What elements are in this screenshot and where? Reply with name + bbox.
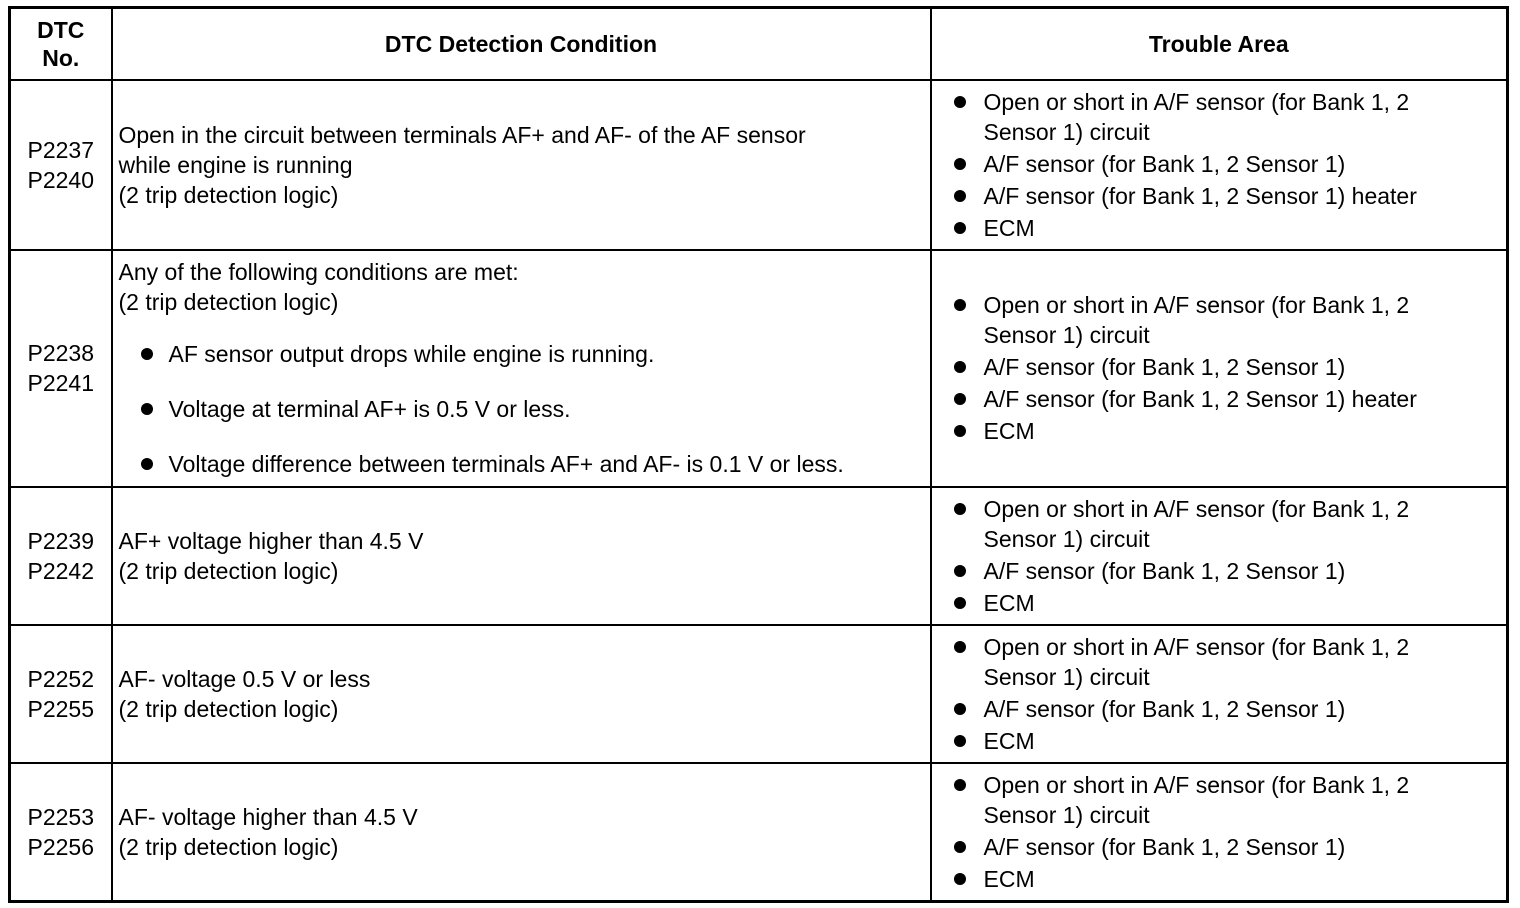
table-row	[10, 763, 1508, 902]
dtc-code: P2256	[27, 833, 94, 860]
trouble-text: A/F sensor (for Bank 1, 2 Sensor 1) heater	[983, 182, 1417, 209]
bullet-icon	[954, 158, 966, 170]
condition-line: (2 trip detection logic)	[118, 181, 339, 208]
trouble-text: Open or short in A/F sensor (for Bank 1, 2	[983, 88, 1410, 115]
trouble-item	[938, 632, 1501, 692]
condition-cell	[112, 250, 931, 487]
header-detection-condition: DTC Detection Condition	[112, 8, 931, 80]
trouble-item	[938, 87, 1501, 147]
condition-cell	[112, 80, 931, 250]
condition-bullet	[119, 394, 924, 424]
trouble-cell	[931, 487, 1508, 625]
dtc-code: P2239	[27, 527, 94, 554]
condition-cell	[112, 763, 931, 902]
bullet-icon	[954, 299, 966, 311]
dtc-cell	[10, 487, 112, 625]
bullet-icon	[954, 641, 966, 653]
bullet-icon	[954, 703, 966, 715]
trouble-item	[938, 588, 1501, 618]
condition-line: AF- voltage higher than 4.5 V	[118, 803, 418, 830]
trouble-text: ECM	[983, 214, 1035, 241]
condition-bullet	[119, 449, 924, 479]
trouble-text: A/F sensor (for Bank 1, 2 Sensor 1)	[983, 150, 1346, 177]
trouble-text: Open or short in A/F sensor (for Bank 1, 2	[983, 771, 1410, 798]
dtc-code: P2238	[27, 340, 94, 366]
bullet-icon	[954, 779, 966, 791]
trouble-cell	[931, 80, 1508, 250]
dtc-code: P2252	[27, 665, 94, 692]
trouble-item	[938, 213, 1501, 243]
table-row	[10, 625, 1508, 763]
header-trouble-area: Trouble Area	[931, 8, 1508, 80]
bullet-icon	[141, 403, 153, 415]
trouble-text: Open or short in A/F sensor (for Bank 1, 2	[983, 633, 1410, 660]
table-row	[10, 80, 1508, 250]
trouble-cell	[931, 250, 1508, 487]
trouble-item	[938, 694, 1501, 724]
bullet-icon	[141, 348, 153, 360]
trouble-text: A/F sensor (for Bank 1, 2 Sensor 1)	[983, 695, 1346, 722]
table-row	[10, 487, 1508, 625]
trouble-item	[938, 149, 1501, 179]
bullet-icon	[954, 190, 966, 202]
trouble-item	[938, 770, 1501, 830]
condition-line: (2 trip detection logic)	[118, 833, 339, 860]
trouble-item	[938, 290, 1501, 350]
table-row	[10, 250, 1508, 487]
trouble-item	[938, 832, 1501, 862]
dtc-table	[8, 6, 1509, 903]
trouble-text: ECM	[983, 589, 1035, 616]
trouble-text: Sensor 1) circuit	[983, 322, 1150, 348]
trouble-item	[938, 864, 1501, 894]
header-dtc-no	[10, 8, 112, 80]
condition-line: while engine is running	[118, 151, 353, 178]
table-header-row	[10, 8, 1508, 80]
bullet-icon	[954, 565, 966, 577]
condition-cell	[112, 625, 931, 763]
condition-line: (2 trip detection logic)	[118, 695, 339, 722]
trouble-text: ECM	[983, 727, 1035, 754]
bullet-icon	[954, 841, 966, 853]
bullet-icon	[954, 425, 966, 437]
condition-line: (2 trip detection logic)	[118, 289, 339, 315]
trouble-text: Open or short in A/F sensor (for Bank 1, 2	[983, 495, 1410, 522]
dtc-cell	[10, 763, 112, 902]
condition-bullet	[119, 339, 924, 369]
trouble-text: A/F sensor (for Bank 1, 2 Sensor 1)	[983, 557, 1346, 584]
trouble-text: A/F sensor (for Bank 1, 2 Sensor 1)	[983, 833, 1346, 860]
dtc-code: P2241	[27, 370, 94, 396]
header-dtc-line-2: No.	[42, 44, 80, 71]
header-dtc-line-1: DTC	[37, 16, 85, 43]
condition-line: Open in the circuit between terminals AF+ and AF- of the AF sensor	[118, 121, 806, 148]
condition-line: AF+ voltage higher than 4.5 V	[118, 527, 424, 554]
dtc-code: P2253	[27, 803, 94, 830]
condition-line: Any of the following conditions are met:	[118, 259, 519, 285]
trouble-item	[938, 416, 1501, 446]
condition-line: AF- voltage 0.5 V or less	[118, 665, 371, 692]
trouble-item	[938, 352, 1501, 382]
trouble-item	[938, 726, 1501, 756]
dtc-code: P2237	[27, 136, 94, 163]
condition-cell	[112, 487, 931, 625]
condition-line: (2 trip detection logic)	[118, 557, 339, 584]
trouble-item	[938, 181, 1501, 211]
dtc-cell	[10, 80, 112, 250]
bullet-icon	[954, 222, 966, 234]
dtc-cell	[10, 250, 112, 487]
condition-bullet-text: AF sensor output drops while engine is running.	[168, 341, 655, 367]
trouble-text: A/F sensor (for Bank 1, 2 Sensor 1)	[983, 354, 1346, 380]
trouble-text: Sensor 1) circuit	[983, 663, 1150, 690]
trouble-text: A/F sensor (for Bank 1, 2 Sensor 1) heater	[983, 386, 1417, 412]
trouble-text: Sensor 1) circuit	[983, 801, 1150, 828]
trouble-text: Open or short in A/F sensor (for Bank 1, 2	[983, 292, 1410, 318]
trouble-item	[938, 494, 1501, 554]
bullet-icon	[954, 503, 966, 515]
bullet-icon	[954, 393, 966, 405]
condition-bullet-text: Voltage difference between terminals AF+ and AF- is 0.1 V or less.	[168, 451, 844, 477]
trouble-text: Sensor 1) circuit	[983, 525, 1150, 552]
trouble-cell	[931, 625, 1508, 763]
bullet-icon	[954, 96, 966, 108]
trouble-item	[938, 384, 1501, 414]
bullet-icon	[141, 458, 153, 470]
bullet-icon	[954, 873, 966, 885]
dtc-code: P2242	[27, 557, 94, 584]
trouble-text: Sensor 1) circuit	[983, 118, 1150, 145]
dtc-cell	[10, 625, 112, 763]
bullet-icon	[954, 361, 966, 373]
bullet-icon	[954, 597, 966, 609]
bullet-icon	[954, 735, 966, 747]
dtc-code: P2255	[27, 695, 94, 722]
trouble-cell	[931, 763, 1508, 902]
dtc-code: P2240	[27, 166, 94, 193]
trouble-text: ECM	[983, 418, 1035, 444]
trouble-item	[938, 556, 1501, 586]
condition-bullet-text: Voltage at terminal AF+ is 0.5 V or less.	[168, 396, 571, 422]
trouble-text: ECM	[983, 865, 1035, 892]
